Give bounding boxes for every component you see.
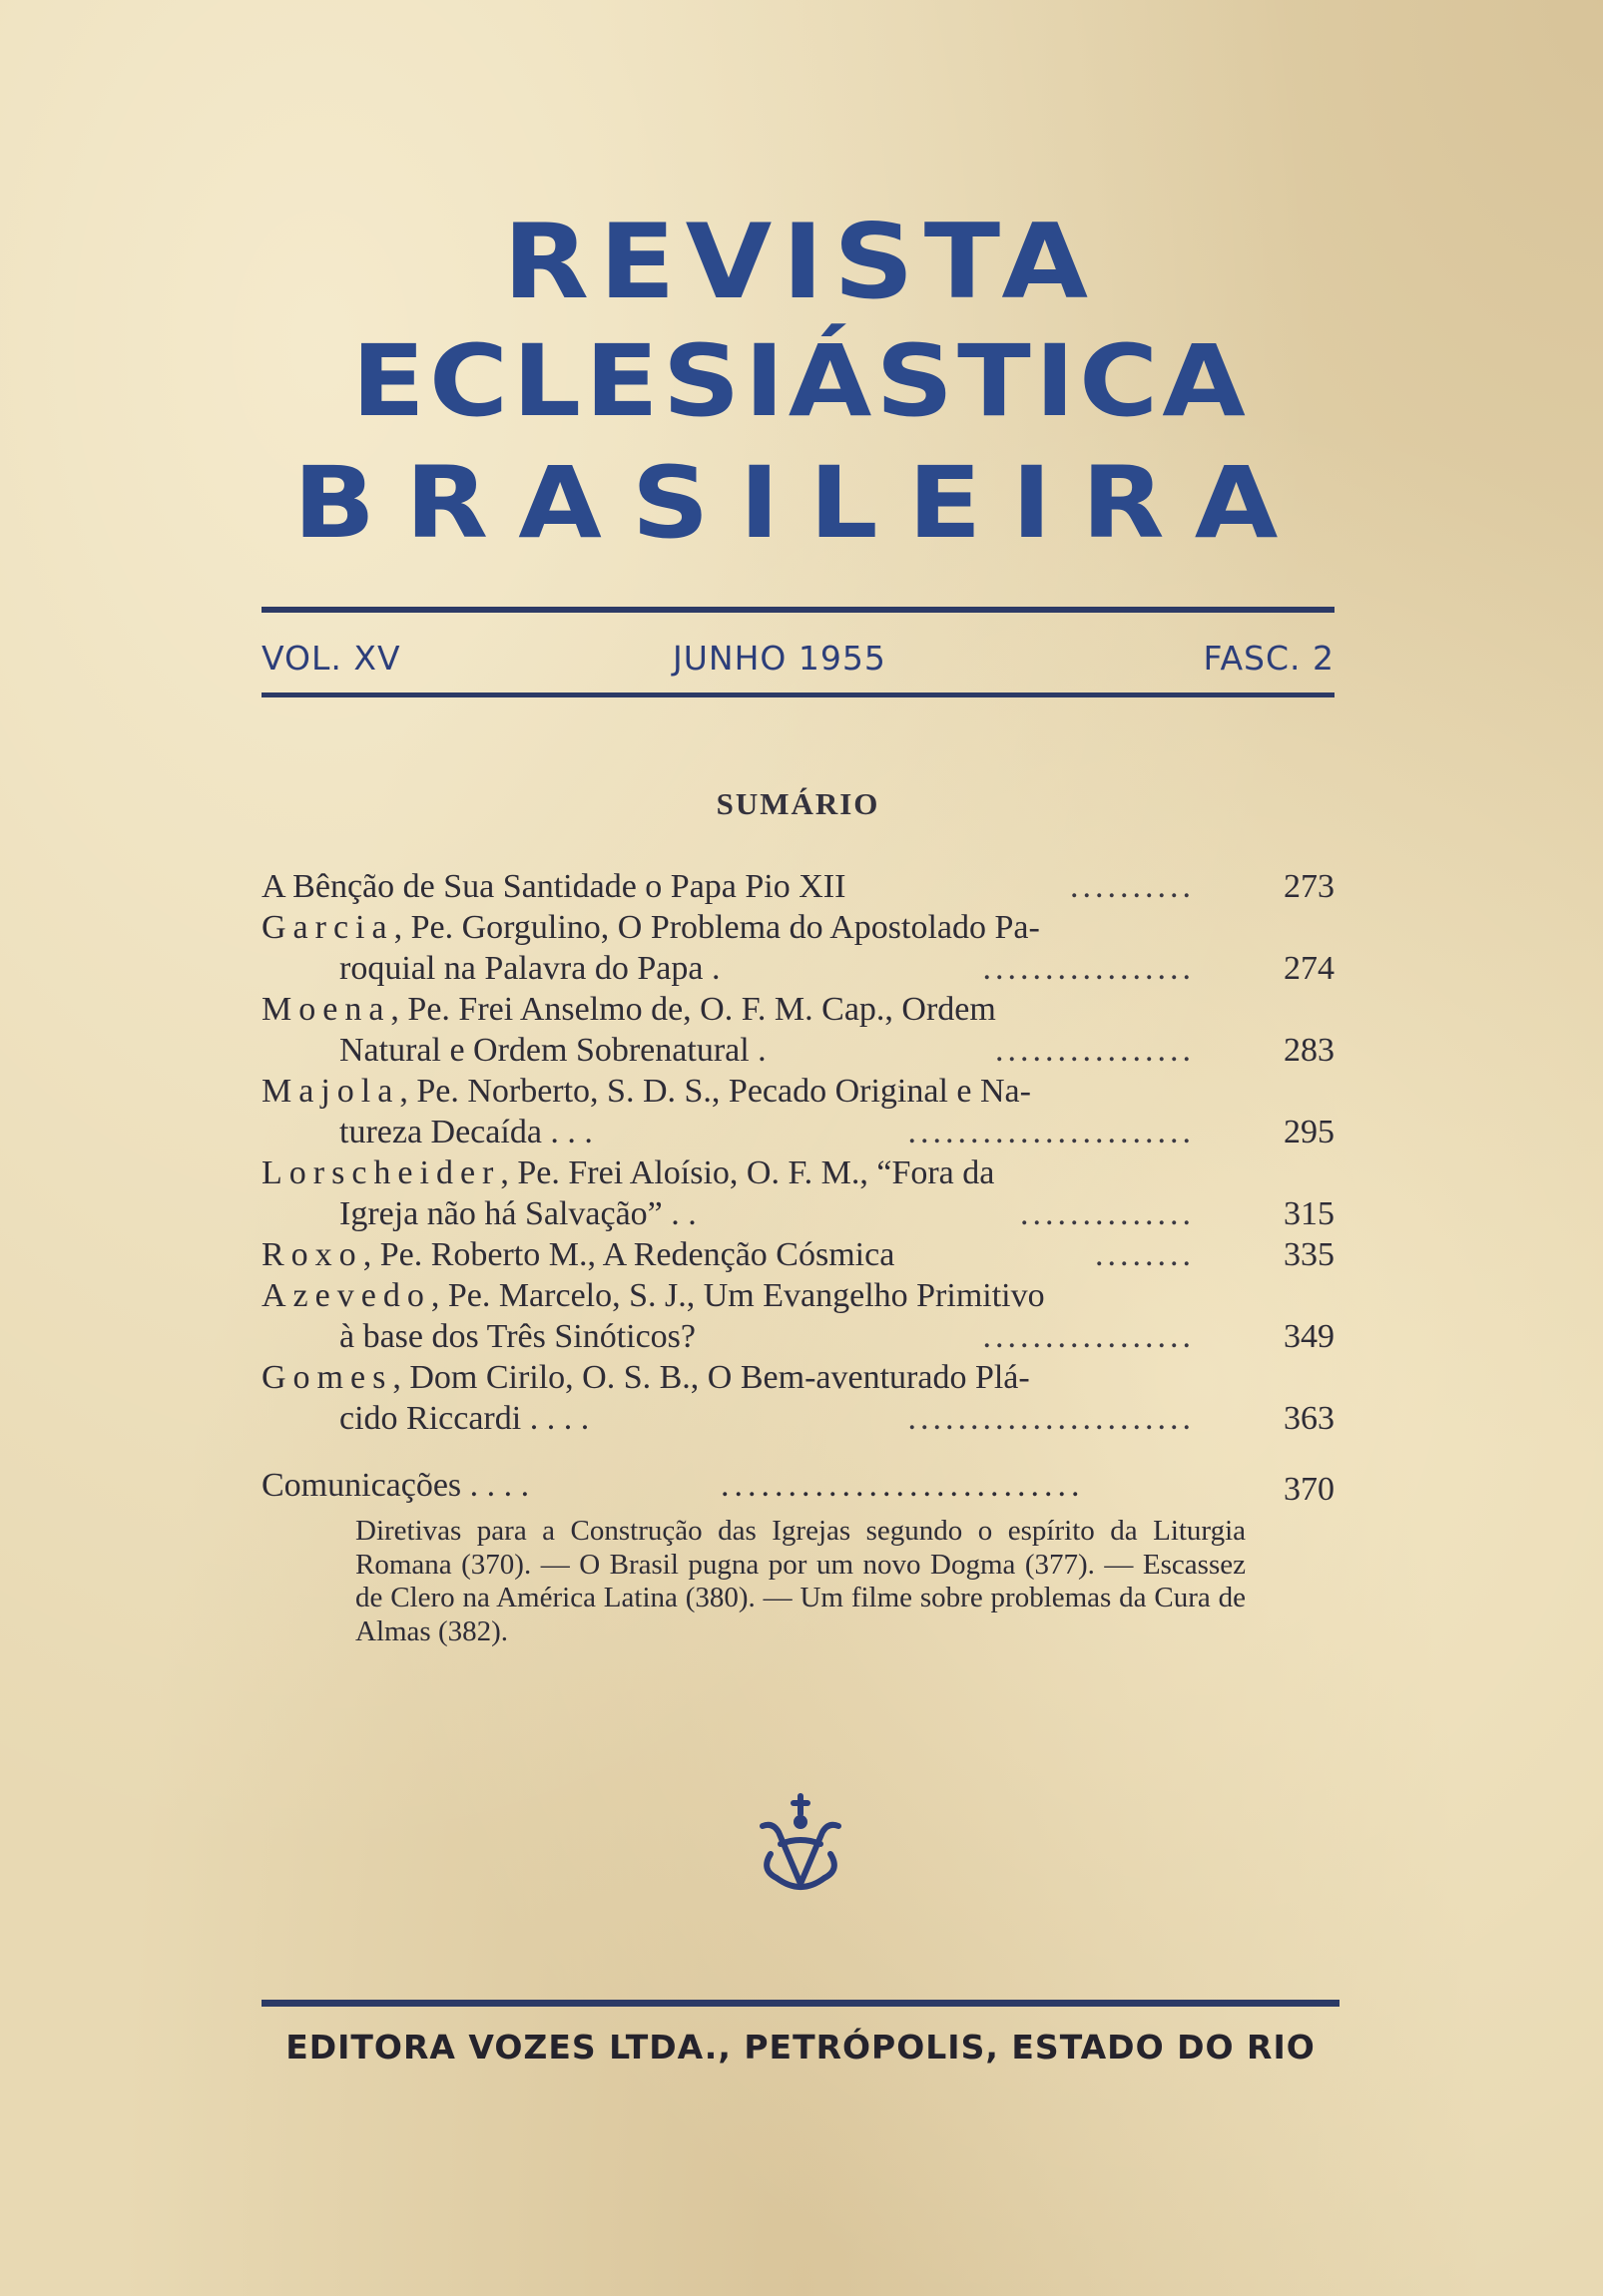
toc-line (262, 1234, 1335, 1275)
toc-text: roquial na Palavra do Papa . (339, 950, 721, 987)
issue-rule (262, 692, 1335, 697)
toc-line (262, 866, 1335, 907)
toc-line (262, 1275, 1335, 1316)
title-line-3: BRASILEIRA (292, 446, 1309, 561)
toc-page-number: 315 (1284, 1195, 1335, 1232)
toc-line (262, 1316, 1335, 1357)
toc-page-number: 349 (1284, 1318, 1335, 1355)
toc-text: cido Riccardi . . . . (339, 1400, 590, 1437)
toc-text: à base dos Três Sinóticos? (339, 1318, 696, 1355)
toc-line (262, 1398, 1335, 1439)
toc-text: , Pe. Frei Anselmo de, O. F. M. Cap., Ordem (390, 991, 996, 1028)
toc-text: , Pe. Frei Aloísio, O. F. M., “Fora da (500, 1154, 995, 1191)
leader-dots: ................. (982, 950, 1195, 987)
leader-dots: ................ (995, 1032, 1195, 1069)
toc-line (262, 1030, 1335, 1071)
title-line-1: REVISTA (502, 203, 1099, 322)
leader-dots: ........................... (721, 1467, 1085, 1504)
communications-page: 370 (1284, 1471, 1335, 1508)
top-rule (262, 607, 1335, 613)
toc-page-number: 295 (1284, 1114, 1335, 1150)
toc-line (262, 907, 1335, 948)
toc-author: Majola (262, 1073, 400, 1110)
toc-line (262, 1357, 1335, 1398)
toc-text: tureza Decaída . . . (339, 1114, 593, 1150)
toc-page-number: 273 (1284, 868, 1335, 905)
toc-author: Garcia (262, 909, 394, 946)
toc-line (262, 1152, 1335, 1193)
toc-text: , Pe. Roberto M., A Redenção Cósmica (362, 1236, 895, 1273)
toc-text: A Bênção de Sua Santidade o Papa Pio XII (262, 868, 846, 905)
communications-heading (262, 1465, 1335, 1506)
toc-entry (262, 907, 1335, 989)
toc-entry (262, 1357, 1335, 1439)
communications-label: Comunicações . . . . (262, 1467, 530, 1504)
toc-page-number: 283 (1284, 1032, 1335, 1069)
toc-line (262, 948, 1335, 989)
toc-entry (262, 1152, 1335, 1234)
toc-author: Gomes (262, 1359, 393, 1396)
toc-page-number: 335 (1284, 1236, 1335, 1273)
issue-info (262, 639, 1335, 685)
toc-entry (262, 1275, 1335, 1357)
volume-label: VOL. XV (262, 639, 401, 678)
toc-page-number: 363 (1284, 1400, 1335, 1437)
toc-line (262, 1071, 1335, 1112)
vozes-emblem-icon (751, 1792, 850, 1902)
toc-entry (262, 1234, 1335, 1275)
contents-heading: SUMÁRIO (716, 786, 880, 821)
toc-entry (262, 866, 1335, 907)
leader-dots: ........ (1095, 1236, 1195, 1273)
toc-author: Azevedo (262, 1277, 431, 1314)
toc-author: Lorscheider (262, 1154, 501, 1191)
leader-dots: ....................... (907, 1400, 1195, 1437)
toc-text: , Pe. Norberto, S. D. S., Pecado Original e Na- (399, 1073, 1031, 1110)
toc-entry (262, 989, 1335, 1071)
publisher-line: EDITORA VOZES LTDA., PETRÓPOLIS, ESTADO DO RIO (285, 2028, 1316, 2066)
leader-dots: ....................... (907, 1114, 1195, 1150)
leader-dots: ................. (982, 1318, 1195, 1355)
issue-date: JUNHO 1955 (673, 639, 886, 678)
table-of-contents (262, 866, 1335, 1439)
toc-text: Igreja não há Salvação” . . (339, 1195, 697, 1232)
bottom-rule (262, 2000, 1339, 2007)
toc-author: Moena (262, 991, 391, 1028)
toc-author: Roxo (262, 1236, 363, 1273)
leader-dots: .............. (1020, 1195, 1195, 1232)
toc-text: , Dom Cirilo, O. S. B., O Bem-aventurado Plá- (392, 1359, 1030, 1396)
fascicle-label: FASC. 2 (1203, 639, 1335, 678)
title-line-2: ECLESIÁSTICA (351, 324, 1250, 439)
leader-dots: .......... (1070, 868, 1195, 905)
toc-page-number: 274 (1284, 950, 1335, 987)
toc-text: , Pe. Gorgulino, O Problema do Apostolado Pa- (393, 909, 1040, 946)
toc-text: Natural e Ordem Sobrenatural . (339, 1032, 767, 1069)
toc-entry (262, 1071, 1335, 1152)
toc-line (262, 1112, 1335, 1152)
toc-text: , Pe. Marcelo, S. J., Um Evangelho Primitivo (430, 1277, 1045, 1314)
toc-line (262, 989, 1335, 1030)
toc-line (262, 1193, 1335, 1234)
communications-details: Diretivas para a Construção das Igrejas segundo o espírito da Liturgia Romana (370). — O Brasil pugna por um novo Dogma (377). — Escassez de Clero na América Latina (380). — Um filme sobre problemas da Cura de Almas (382). (355, 1515, 1246, 1647)
